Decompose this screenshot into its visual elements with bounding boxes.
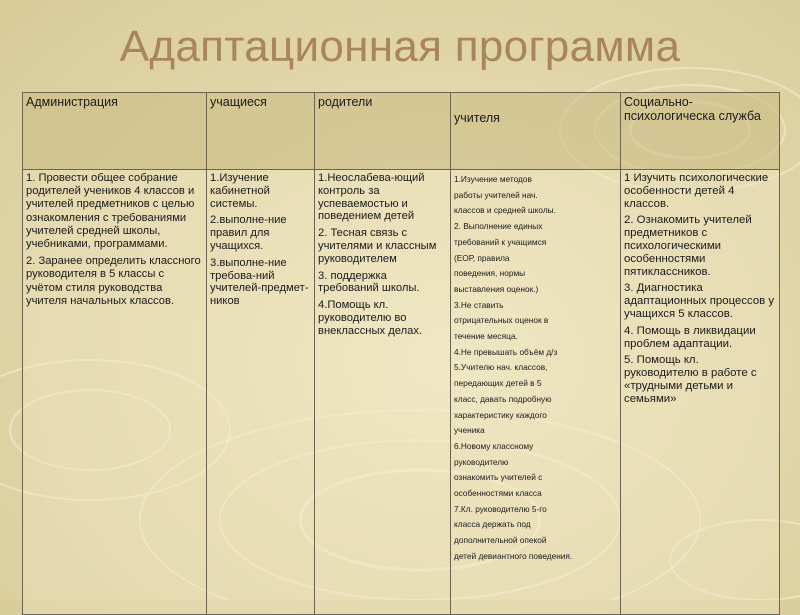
list-line: особенностями класса bbox=[454, 488, 542, 499]
list-line: выставления оценок.) bbox=[454, 283, 539, 294]
list-line: 2. Выполнение единых bbox=[454, 221, 543, 232]
list-line: 5.Учителю нач. классов, bbox=[454, 362, 548, 373]
cell-students bbox=[207, 170, 315, 615]
header-students: учащиеся bbox=[207, 93, 315, 170]
list-item: 3. поддержка требований школы. bbox=[318, 269, 420, 295]
table-row bbox=[23, 170, 780, 615]
cell-social-service bbox=[621, 170, 780, 615]
list-item: 4.Помощь кл. руководителю во внеклассных делах. bbox=[318, 299, 423, 337]
list-line: ознакомить учителей с bbox=[454, 472, 543, 483]
list-item: 1 Изучить психологические особенности детей 4 классов. bbox=[624, 172, 769, 210]
header-teachers: учителя bbox=[451, 93, 621, 170]
cell-administration bbox=[23, 170, 207, 615]
list-line: течение месяца. bbox=[454, 331, 518, 342]
page-title: Адаптационная программа bbox=[119, 22, 681, 71]
list-item: 3.выполне-ние требова-ний учителей-предмет-ников bbox=[210, 256, 309, 308]
list-line: работы учителей нач. bbox=[454, 189, 538, 200]
list-line: требований к учащимся bbox=[454, 236, 547, 247]
list-item: 1.Неослабева-ющий контроль за успеваемостью и поведением детей bbox=[318, 172, 425, 223]
header-parents: родители bbox=[315, 93, 451, 170]
list-item: 5. Помощь кл. руководителю в работе с «трудными детьми и семьями» bbox=[624, 354, 757, 405]
list-item: 2. Ознакомить учителей предметников с психологическими особенностями пятиклассников. bbox=[624, 214, 752, 278]
list-line: класса держать под bbox=[454, 519, 531, 530]
list-line: класс, давать подробную bbox=[454, 393, 552, 404]
list-line: 3.Не ставить bbox=[454, 299, 504, 310]
header-administration: Администрация bbox=[23, 93, 207, 170]
list-item: 4. Помощь в ликвидации проблем адаптации. bbox=[624, 324, 756, 350]
list-item: 2. Тесная связь с учителями и классным руководителем bbox=[318, 227, 437, 265]
list-line: классов и средней школы. bbox=[454, 205, 556, 216]
list-line: отрицательных оценок в bbox=[454, 315, 549, 326]
list-item: 1.Изучение кабинетной системы. bbox=[210, 172, 270, 210]
list-line: 1.Изучение методов bbox=[454, 174, 532, 184]
list-item: 2. Заранее определить классного руководителя в 5 классы с учётом стиля руководства учителя начальных классов. bbox=[26, 255, 201, 307]
list-line: 7.Кл. руководителю 5-го bbox=[454, 503, 547, 514]
list-line: ученика bbox=[454, 425, 485, 436]
list-line: руководителю bbox=[454, 456, 509, 467]
list-line: характеристику каждого bbox=[454, 409, 547, 420]
list-line: 4.Не превышать объём д/з bbox=[454, 346, 558, 357]
list-line: дополнительной опекой bbox=[454, 535, 547, 546]
list-item: 2.выполне-ние правил для учащихся. bbox=[210, 214, 287, 252]
list-line: детей девиантного поведения. bbox=[454, 550, 573, 561]
header-row bbox=[23, 93, 780, 170]
list-line: передающих детей в 5 bbox=[454, 378, 542, 389]
cell-parents bbox=[315, 170, 451, 615]
program-table bbox=[22, 92, 780, 615]
list-item: 1. Провести общее собрание родителей учеников 4 классов и учителей предметников с целью ознакомления с требованиями учителей средней школы, учебниками, программами. bbox=[26, 172, 195, 251]
list-line: поведения, нормы bbox=[454, 268, 526, 279]
cell-teachers bbox=[451, 170, 621, 615]
list-line: (ЕОР, правила bbox=[454, 252, 510, 263]
header-social-service: Социально-психологическа служба bbox=[621, 93, 780, 170]
list-line: 6.Новому классному bbox=[454, 440, 534, 451]
list-item: 3. Диагностика адаптационных процессов у учащихся 5 классов. bbox=[624, 282, 775, 320]
